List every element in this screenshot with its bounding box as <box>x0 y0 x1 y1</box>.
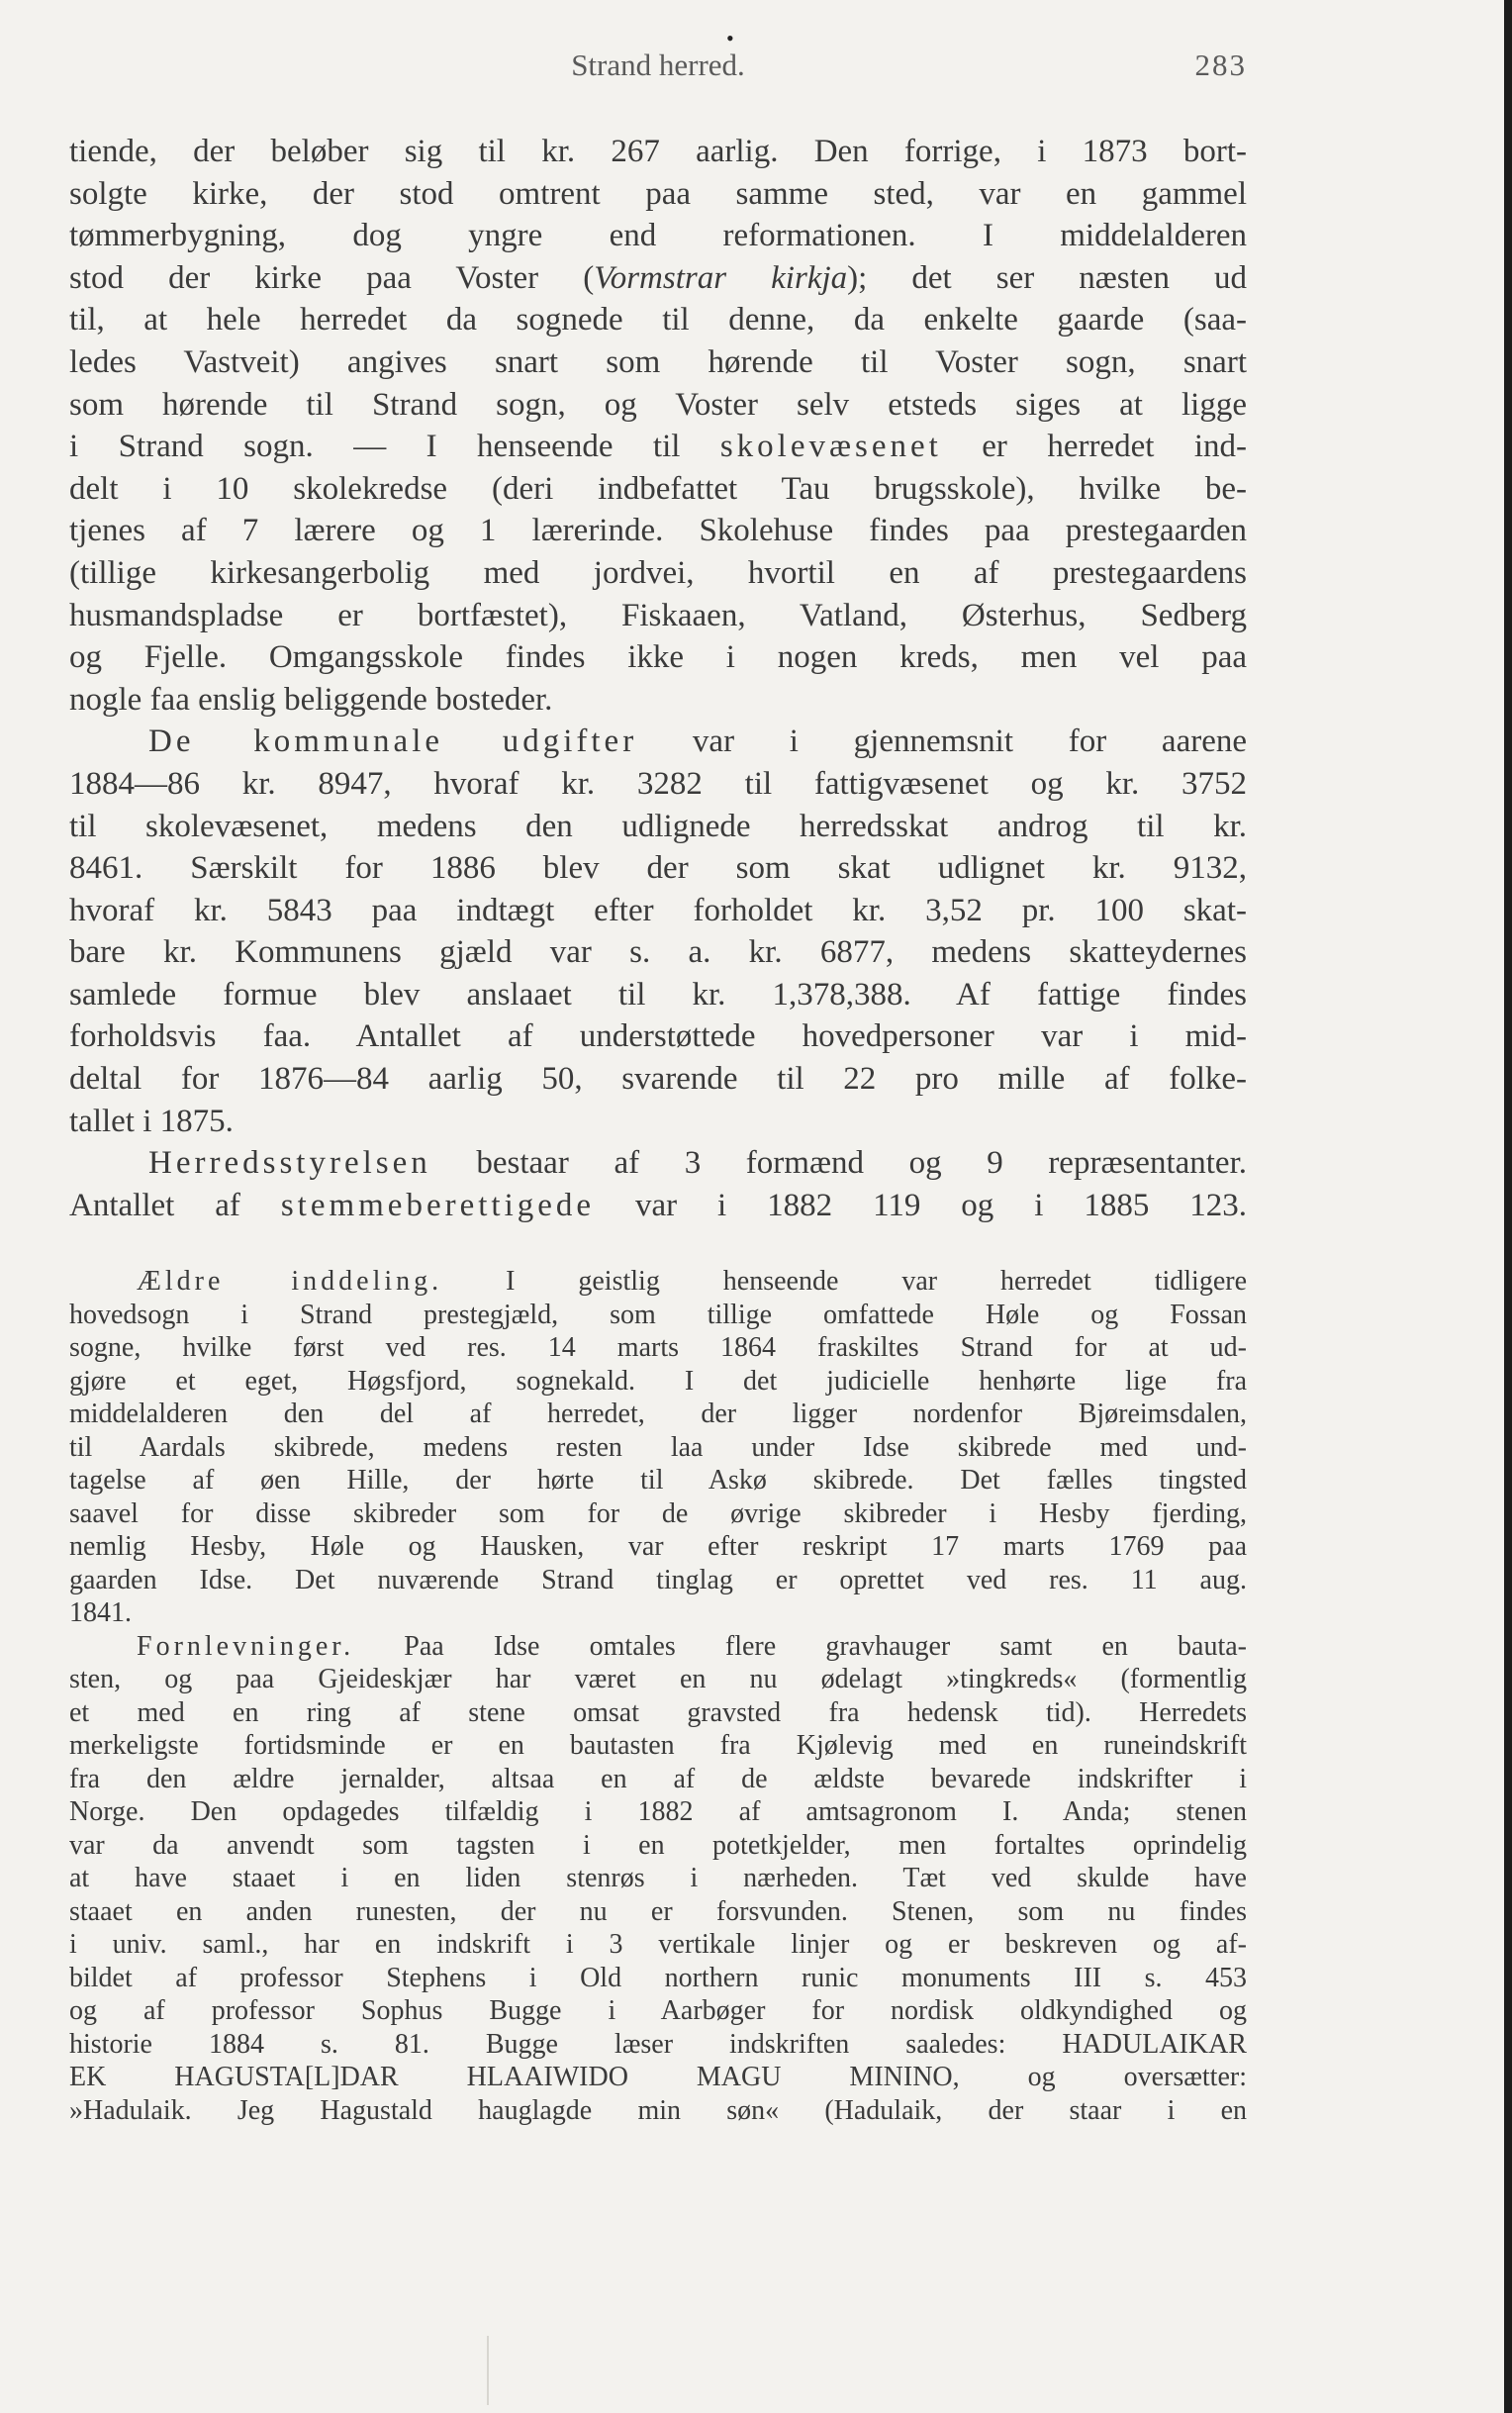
text-line: og Fjelle. Omgangsskole findes ikke i nogen kreds, men vel paa <box>69 639 1247 676</box>
text-line <box>69 257 1247 300</box>
spaced-heading: stemmeberettigede <box>280 1187 596 1223</box>
text-line <box>69 1142 1247 1185</box>
text-segment: bestaar af 3 formænd og 9 repræsentanter. <box>430 1145 1247 1182</box>
text-line: og af professor Sophus Bugge i Aarbøger for nordisk oldkyndighed og <box>69 1995 1247 2026</box>
text-line <box>69 1630 1247 1664</box>
text-line: samlede formue blev anslaaet til kr. 1,378,388. Af fattige findes <box>69 976 1247 1013</box>
section-heading: Ældre inddeling. <box>137 1266 443 1297</box>
spaced-heading: Herredsstyrelsen <box>148 1145 431 1182</box>
text-line: nogle faa enslig beliggende bosteder. <box>69 681 553 718</box>
text-line: historie 1884 s. 81. Bugge læser indskriften saaledes: HADULAIKAR <box>69 2028 1247 2060</box>
text-segment: var i gjennemsnit for aarene <box>637 724 1248 760</box>
text-line: nemlig Hesby, Høle og Hausken, var efter reskript 17 marts 1769 paa <box>69 1531 1247 1562</box>
main-text-block <box>69 131 1247 1226</box>
text-line: til, at hele herredet da sognede til denne, da enkelte gaarde (saa- <box>69 302 1247 338</box>
italic-term: Vormstrar kirkja <box>594 259 848 296</box>
text-line: hvoraf kr. 5843 paa indtægt efter forholdet kr. 3,52 pr. 100 skat- <box>69 892 1247 928</box>
text-line: til Aardals skibrede, medens resten laa under Idse skibrede med und- <box>69 1431 1247 1463</box>
text-line: tjenes af 7 lærere og 1 lærerinde. Skolehuse findes paa prestegaarden <box>69 513 1247 549</box>
text-line: tallet i 1875. <box>69 1103 234 1139</box>
text-line: tømmerbygning, dog yngre end reformationen. I middelalderen <box>69 218 1247 254</box>
text-line: staaet en anden runesten, der nu er forsvunden. Stenen, som nu findes <box>69 1895 1247 1927</box>
text-line <box>69 426 1247 468</box>
section-heading: Fornlevninger. <box>137 1630 355 1662</box>
text-line: saavel for disse skibreder som for de øvrige skibreder i Hesby fjerding, <box>69 1497 1247 1529</box>
text-segment: i Strand sogn. — I henseende til <box>69 429 720 465</box>
text-line: bare kr. Kommunens gjæld var s. a. kr. 6877, medens skatteydernes <box>69 934 1247 971</box>
text-segment: ); det ser næsten ud <box>847 259 1248 296</box>
text-line: sogne, hvilke først ved res. 14 marts 1864 fraskiltes Strand for at ud- <box>69 1332 1247 1363</box>
running-title: Strand herred. <box>571 48 745 82</box>
text-line: delt i 10 skolekredse (deri indbefattet Tau brugsskole), hvilke be- <box>69 470 1247 507</box>
text-line: 1841. <box>69 1597 132 1628</box>
text-line <box>69 1265 1247 1299</box>
text-line: forholdsvis faa. Antallet af understøttede hovedpersoner var i mid- <box>69 1018 1247 1055</box>
text-line: bildet af professor Stephens i Old northern runic monuments III s. 453 <box>69 1962 1247 1993</box>
text-line: sten, og paa Gjeideskjær har været en nu ødelagt »tingkreds« (formentlig <box>69 1664 1247 1694</box>
text-line: i univ. saml., har en indskrift i 3 vertikale linjer og er beskreven og af- <box>69 1929 1247 1960</box>
text-line: EK HAGUSTA[L]DAR HLAAIWIDO MAGU MININO, og oversætter: <box>69 2062 1247 2092</box>
text-line: merkeligste fortidsminde er en bautasten fra Kjølevig med en runeindskrift <box>69 1730 1247 1761</box>
scan-border <box>1504 0 1512 2413</box>
text-line: tagelse af øen Hille, der hørte til Askø skibrede. Det fælles tingsted <box>69 1465 1247 1496</box>
text-line: Norge. Den opdagedes tilfældig i 1882 af amtsagronom I. Anda; stenen <box>69 1796 1247 1827</box>
text-line: fra den ældre jernalder, altsaa en af de ældste bevarede indskrifter i <box>69 1763 1247 1794</box>
text-segment: er herredet ind- <box>941 429 1247 465</box>
text-line: hovedsogn i Strand prestegjæld, som tillige omfattede Høle og Fossan <box>69 1299 1247 1330</box>
text-line: til skolevæsenet, medens den udlignede herredsskat androg til kr. <box>69 808 1247 844</box>
text-line: var da anvendt som tagsten i en potetkjelder, men fortaltes oprindelig <box>69 1829 1247 1861</box>
text-line: »Hadulaik. Jeg Hagustald hauglagde min søn« (Hadulaik, der staar i en <box>69 2094 1247 2126</box>
text-line: 1884—86 kr. 8947, hvoraf kr. 3282 til fattigvæsenet og kr. 3752 <box>69 765 1247 802</box>
page-number: 283 <box>1194 48 1247 82</box>
text-line: husmandspladse er bortfæstet), Fiskaaen, Vatland, Østerhus, Sedberg <box>69 597 1247 633</box>
small-print-block <box>69 1265 1247 2127</box>
text-line: som hørende til Strand sogn, og Voster selv etsteds siges at ligge <box>69 386 1247 423</box>
text-segment: Paa Idse omtales flere gravhauger samt en bauta- <box>354 1630 1247 1662</box>
page-header <box>69 26 1247 97</box>
text-line <box>69 1185 1247 1227</box>
text-segment: I geistlig henseende var herredet tidligere <box>442 1266 1247 1297</box>
text-line: middelalderen den del af herredet, der ligger nordenfor Bjøreimsdalen, <box>69 1399 1247 1429</box>
ink-dot: • <box>726 26 734 50</box>
text-segment: var i 1882 119 og i 1885 123. <box>595 1187 1248 1223</box>
text-segment: Antallet af <box>69 1187 281 1223</box>
text-line: gjøre et eget, Høgsfjord, sognekald. I det judicielle henhørte lige fra <box>69 1365 1247 1397</box>
text-line: ledes Vastveit) angives snart som hørende til Voster sogn, snart <box>69 343 1247 380</box>
text-line: at have staaet i en liden stenrøs i nærheden. Tæt ved skulde have <box>69 1863 1247 1893</box>
text-line: et med en ring af stene omsat gravsted fra hedensk tid). Herredets <box>69 1696 1247 1728</box>
text-line: deltal for 1876—84 aarlig 50, svarende til 22 pro mille af folke- <box>69 1061 1247 1098</box>
spaced-heading: De kommunale udgifter <box>148 724 638 760</box>
text-line: (tillige kirkesangerbolig med jordvei, hvortil en af prestegaardens <box>69 554 1247 591</box>
text-line: solgte kirke, der stod omtrent paa samme sted, var en gammel <box>69 175 1247 212</box>
spaced-heading: skolevæsenet <box>719 429 942 465</box>
text-line <box>69 721 1247 763</box>
text-segment: stod der kirke paa Voster ( <box>69 259 595 296</box>
text-line: 8461. Særskilt for 1886 blev der som skat udlignet kr. 9132, <box>69 850 1247 887</box>
pencil-mark <box>487 2336 489 2405</box>
text-line: gaarden Idse. Det nuværende Strand tinglag er oprettet ved res. 11 aug. <box>69 1564 1247 1595</box>
text-line: tiende, der beløber sig til kr. 267 aarlig. Den forrige, i 1873 bort- <box>69 134 1247 169</box>
